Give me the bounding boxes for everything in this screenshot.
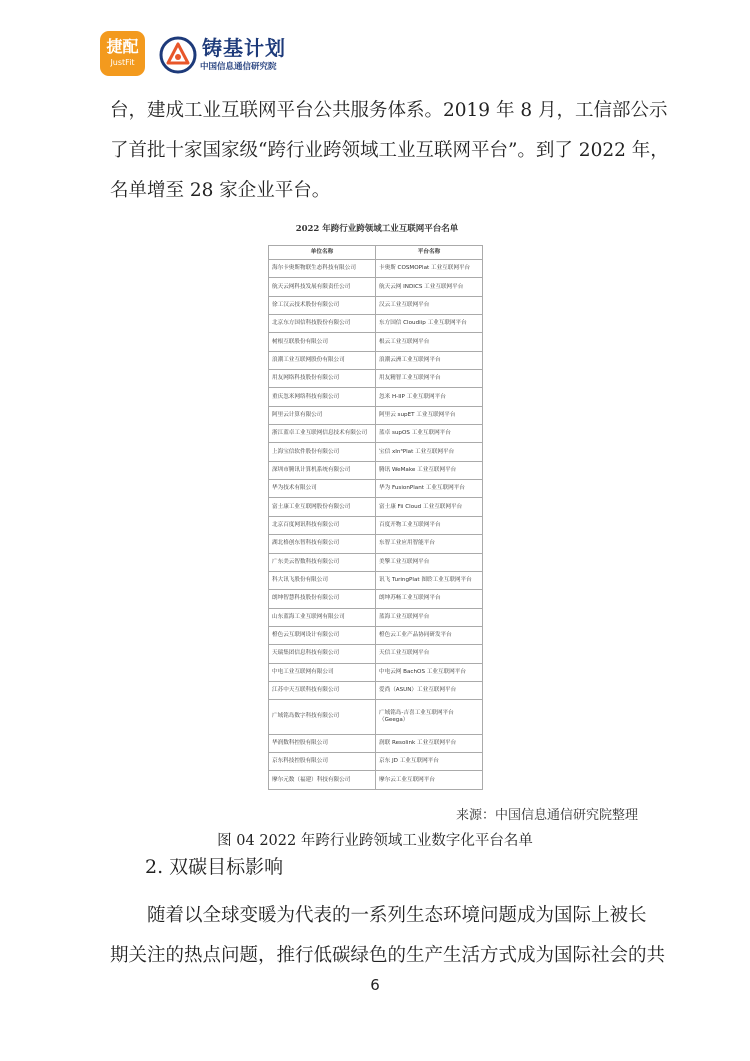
platform-cell: 富士康 Fii Cloud 工业互联网平台	[376, 498, 483, 516]
platform-cell: 蓝卓 supOS 工业互联网平台	[376, 425, 483, 443]
platform-cell: 京东 JD 工业互联网平台	[376, 753, 483, 771]
table-row	[269, 370, 483, 388]
platform-cell: 东方国信 Cloudiip 工业互联网平台	[376, 315, 483, 333]
justfit-logo	[100, 31, 145, 76]
platform-cell: 用友精智工业互联网平台	[376, 370, 483, 388]
platform-cell: 腾讯 WeMake 工业互联网平台	[376, 461, 483, 479]
platform-cell: 宝信 xIn³Plat 工业互联网平台	[376, 443, 483, 461]
table-row	[269, 333, 483, 351]
platform-cell: 汉云工业互联网平台	[376, 296, 483, 314]
company-cell: 海尔卡奥斯物联生态科技有限公司	[269, 260, 376, 278]
table-row	[269, 260, 483, 278]
company-cell: 京东科技控股有限公司	[269, 753, 376, 771]
company-cell: 华为技术有限公司	[269, 480, 376, 498]
company-cell: 朗坤智慧科技股份有限公司	[269, 590, 376, 608]
company-cell: 阿里云计算有限公司	[269, 406, 376, 424]
company-cell: 航天云网科技发展有限责任公司	[269, 278, 376, 296]
table-row	[269, 425, 483, 443]
platform-cell: 广域铭岛-吉喜工业互联网平台（Geega）	[376, 700, 483, 734]
table-row	[269, 771, 483, 790]
table-row	[269, 571, 483, 589]
table-row	[269, 626, 483, 644]
table-row	[269, 516, 483, 534]
company-cell: 科大讯飞股份有限公司	[269, 571, 376, 589]
table-row	[269, 278, 483, 296]
platform-cell: 航天云网 INDICS 工业互联网平台	[376, 278, 483, 296]
table-row	[269, 498, 483, 516]
platform-cell: 阿里云 supET 工业互联网平台	[376, 406, 483, 424]
company-cell: 中电工业互联网有限公司	[269, 663, 376, 681]
company-cell: 富士康工业互联网股份有限公司	[269, 498, 376, 516]
company-cell: 广东美云智数科技有限公司	[269, 553, 376, 571]
platform-cell: 摩尔云工业互联网平台	[376, 771, 483, 790]
company-cell: 用友网络科技股份有限公司	[269, 370, 376, 388]
company-cell: 橙色云互联网设计有限公司	[269, 626, 376, 644]
header-company: 单位名称	[269, 246, 376, 260]
body-line: 随着以全球变暖为代表的一系列生态环境问题成为国际上被长	[147, 905, 647, 926]
platform-cell: 朗坤苏畅工业互联网平台	[376, 590, 483, 608]
company-cell: 上海宝信软件股份有限公司	[269, 443, 376, 461]
platform-cell: 忽米 H-IIP 工业互联网平台	[376, 388, 483, 406]
table-row	[269, 351, 483, 369]
company-cell: 北京百度网讯科技有限公司	[269, 516, 376, 534]
company-cell: 深圳市腾讯计算机系统有限公司	[269, 461, 376, 479]
table-row	[269, 406, 483, 424]
intro-line: 名单增至 28 家企业平台。	[110, 180, 331, 201]
brand-name: 铸基计划	[202, 36, 286, 60]
table-title: 2022 年跨行业跨领域工业互联网平台名单	[295, 224, 459, 234]
header-platform: 平台名称	[376, 246, 483, 260]
intro-line: 台，建成工业互联网平台公共服务体系。2019 年 8 月，工信部公示	[110, 100, 668, 121]
platform-cell: 中电云网 BachOS 工业互联网平台	[376, 663, 483, 681]
table-row	[269, 535, 483, 553]
platform-cell: 浪潮云洲工业互联网平台	[376, 351, 483, 369]
company-cell: 浙江蓝卓工业互联网信息技术有限公司	[269, 425, 376, 443]
table-row	[269, 753, 483, 771]
table-row	[269, 700, 483, 734]
platform-cell: 爱尚（ASUN）工业互联网平台	[376, 681, 483, 699]
table-row	[269, 553, 483, 571]
platform-table	[268, 245, 483, 790]
brand-mark-icon	[158, 35, 198, 75]
table-row	[269, 681, 483, 699]
body-paragraph	[110, 896, 666, 976]
company-cell: 华润数科控股有限公司	[269, 734, 376, 752]
brand-subtitle: 中国信息通信研究院	[200, 62, 277, 72]
justfit-logo-cn: 捷配	[106, 37, 139, 56]
table-row	[269, 461, 483, 479]
table-row	[269, 645, 483, 663]
body-line: 期关注的热点问题，推行低碳绿色的生产生活方式成为国际社会的共	[110, 945, 666, 966]
table-row	[269, 663, 483, 681]
company-cell: 重庆忽米网络科技有限公司	[269, 388, 376, 406]
page-header	[100, 31, 660, 76]
platform-cell: 润联 Resolink 工业互联网平台	[376, 734, 483, 752]
table-row	[269, 388, 483, 406]
platform-cell: 百度开物工业互联网平台	[376, 516, 483, 534]
table-row	[269, 590, 483, 608]
section-heading: 2. 双碳目标影响	[145, 856, 284, 878]
source-note: 来源：中国信息通信研究院整理	[456, 808, 639, 823]
platform-cell: 讯飞 TuringPlat 图聆工业互联网平台	[376, 571, 483, 589]
table-row	[269, 443, 483, 461]
table-row	[269, 608, 483, 626]
company-cell: 摩尔元数（福建）科技有限公司	[269, 771, 376, 790]
platform-cell: 美擎工业互联网平台	[376, 553, 483, 571]
platform-cell: 华为 FusionPlant 工业互联网平台	[376, 480, 483, 498]
company-cell: 江苏中天互联科技有限公司	[269, 681, 376, 699]
table-row	[269, 734, 483, 752]
company-cell: 山东蓝海工业互联网有限公司	[269, 608, 376, 626]
company-cell: 北京东方国信科技股份有限公司	[269, 315, 376, 333]
company-cell: 广域铭岛数字科技有限公司	[269, 700, 376, 734]
intro-line: 了首批十家国家级“跨行业跨领域工业互联网平台”。到了 2022 年，	[110, 140, 669, 161]
table-row	[269, 480, 483, 498]
company-cell: 树根互联股份有限公司	[269, 333, 376, 351]
company-cell: 湖北格创东智科技有限公司	[269, 535, 376, 553]
platform-cell: 卡奥斯 COSMOPlat 工业互联网平台	[376, 260, 483, 278]
company-cell: 浪潮工业互联网股份有限公司	[269, 351, 376, 369]
company-cell: 徐工汉云技术股份有限公司	[269, 296, 376, 314]
table-row	[269, 296, 483, 314]
table-row	[269, 315, 483, 333]
platform-cell: 橙色云工业产品协同研发平台	[376, 626, 483, 644]
intro-paragraph	[110, 91, 669, 211]
platform-cell: 蓝海工业互联网平台	[376, 608, 483, 626]
platform-cell: 东智工业应用智能平台	[376, 535, 483, 553]
page-number: 6	[370, 976, 380, 994]
justfit-logo-en: JustFit	[110, 58, 135, 67]
platform-cell: 天信工业互联网平台	[376, 645, 483, 663]
company-cell: 天瑞集团信息科技有限公司	[269, 645, 376, 663]
figure-caption: 图 04 2022 年跨行业跨领域工业数字化平台名单	[217, 833, 533, 849]
table-header-row	[269, 246, 483, 260]
platform-cell: 根云工业互联网平台	[376, 333, 483, 351]
